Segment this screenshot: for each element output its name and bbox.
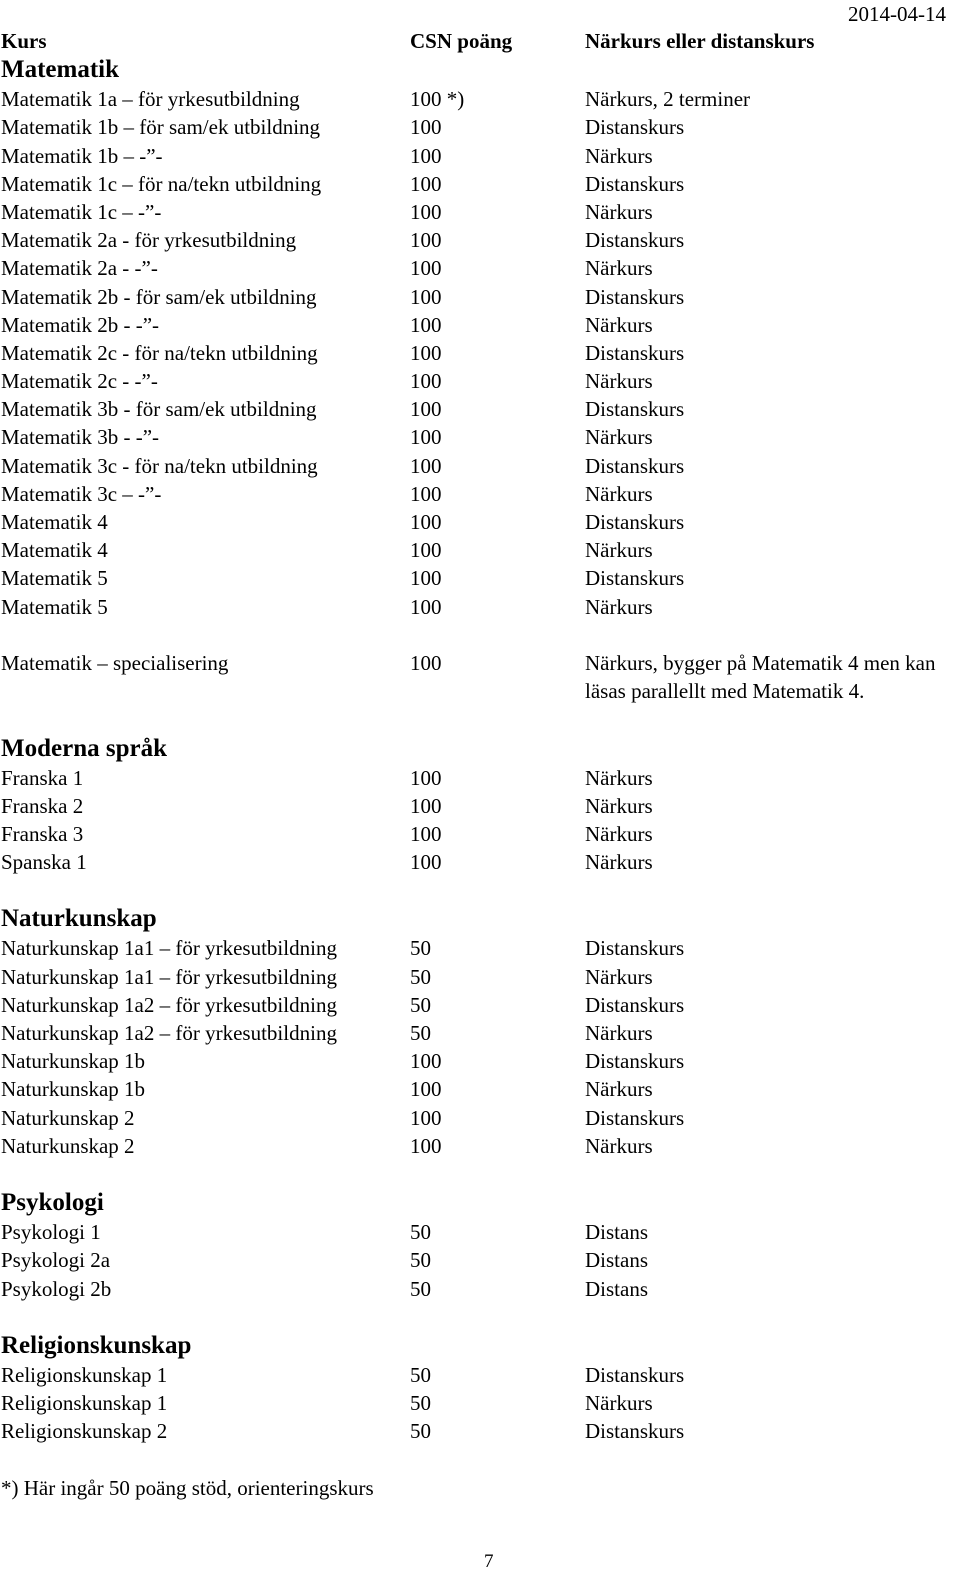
course-points: 100: [410, 594, 442, 619]
course-name: Matematik 2b - -”-: [1, 312, 160, 337]
course-mode: Närkurs: [585, 821, 653, 846]
header-course: Kurs: [1, 29, 47, 53]
course-points: 50: [410, 964, 431, 989]
course-mode: Närkurs: [585, 594, 653, 619]
table-row: [1, 1275, 956, 1303]
course-points: 50: [410, 1021, 431, 1046]
course-points: 100: [410, 340, 442, 365]
course-name: Naturkunskap 1b: [1, 1077, 146, 1102]
spacer: [1, 1160, 956, 1188]
course-name: Naturkunskap 1a2 – för yrkesutbildning: [1, 1021, 337, 1046]
table-row-special: [1, 649, 956, 705]
header-mode: Närkurs eller distanskurs: [585, 29, 815, 53]
document-date: 2014-04-14: [848, 2, 946, 26]
course-name: Matematik 5: [1, 566, 108, 591]
section-title: Matematik: [1, 56, 120, 84]
course-list: [1, 27, 956, 1502]
course-points: 100 *): [410, 87, 465, 112]
table-row: [1, 339, 956, 367]
course-mode: Distanskurs: [585, 566, 685, 591]
course-mode: Närkurs: [585, 850, 653, 875]
course-points: 100: [410, 538, 442, 563]
course-name: Spanska 1: [1, 850, 87, 875]
course-mode: Distans: [585, 1276, 648, 1301]
course-mode: Distanskurs: [585, 284, 685, 309]
course-name: Naturkunskap 1a2 – för yrkesutbildning: [1, 992, 337, 1017]
course-mode: Närkurs: [585, 199, 653, 224]
course-points: 100: [410, 1105, 442, 1130]
course-name: Naturkunskap 1b: [1, 1049, 146, 1074]
table-row: [1, 536, 956, 564]
page-number: 7: [484, 1551, 494, 1572]
course-mode: Distanskurs: [585, 397, 685, 422]
table-row: [1, 452, 956, 480]
course-mode: Distans: [585, 1248, 648, 1273]
course-mode: Närkurs: [585, 369, 653, 394]
course-mode: Närkurs: [585, 964, 653, 989]
course-mode: Distanskurs: [585, 453, 685, 478]
course-mode: Distanskurs: [585, 1419, 685, 1444]
course-points: 100: [410, 821, 442, 846]
table-row: [1, 283, 956, 311]
footnote: *) Här ingår 50 poäng stöd, orienteringskurs: [1, 1475, 374, 1500]
course-mode: Närkurs: [585, 143, 653, 168]
course-name: Matematik 3c - för na/tekn utbildning: [1, 453, 318, 478]
section-title: Naturkunskap: [1, 905, 157, 933]
course-points: 50: [410, 992, 431, 1017]
course-mode: Närkurs: [585, 1077, 653, 1102]
course-points: 100: [410, 397, 442, 422]
table-row: [1, 311, 956, 339]
table-row: [1, 564, 956, 592]
course-name: Naturkunskap 2: [1, 1133, 135, 1158]
course-name: Naturkunskap 1a1 – för yrkesutbildning: [1, 964, 337, 989]
course-mode: Distanskurs: [585, 1362, 685, 1387]
course-mode: Distanskurs: [585, 171, 685, 196]
course-points: 100: [410, 369, 442, 394]
course-points: 50: [410, 936, 431, 961]
spacer: [1, 876, 956, 904]
table-row: [1, 170, 956, 198]
table-header: [1, 27, 956, 55]
course-name: Matematik 1a – för yrkesutbildning: [1, 87, 300, 112]
course-name: Religionskunskap 1: [1, 1362, 168, 1387]
course-points: 100: [410, 312, 442, 337]
table-row: [1, 1075, 956, 1103]
table-row: [1, 395, 956, 423]
spacer: [1, 705, 956, 733]
course-points: 100: [410, 228, 442, 253]
table-row: [1, 1047, 956, 1075]
course-points: 100: [410, 650, 442, 675]
table-row: [1, 367, 956, 395]
course-mode: Närkurs: [585, 481, 653, 506]
course-mode: Distans: [585, 1220, 648, 1245]
course-mode: Distanskurs: [585, 228, 685, 253]
course-name: Matematik 2c - -”-: [1, 369, 158, 394]
table-row: [1, 1218, 956, 1246]
course-points: 100: [410, 566, 442, 591]
table-row: [1, 764, 956, 792]
course-mode: Närkurs: [585, 765, 653, 790]
course-mode: Närkurs: [585, 312, 653, 337]
more-sections: [1, 705, 956, 1445]
course-name: Matematik 2a - för yrkesutbildning: [1, 228, 297, 253]
course-name: Matematik 1c – för na/tekn utbildning: [1, 171, 322, 196]
course-mode: Distanskurs: [585, 1049, 685, 1074]
course-name: Matematik 5: [1, 594, 108, 619]
course-points: 100: [410, 510, 442, 534]
course-points: 100: [410, 143, 442, 168]
table-row: [1, 1389, 956, 1417]
course-mode: Distanskurs: [585, 340, 685, 365]
course-mode: Närkurs, 2 terminer: [585, 87, 751, 112]
course-mode: Närkurs: [585, 1391, 653, 1416]
table-row: [1, 792, 956, 820]
course-points: 100: [410, 199, 442, 224]
course-points: 100: [410, 171, 442, 196]
course-name: Matematik 4: [1, 538, 108, 563]
course-name: Matematik – specialisering: [1, 650, 229, 675]
table-row: [1, 1246, 956, 1274]
section-matematik: [1, 55, 956, 621]
course-points: 50: [410, 1391, 431, 1416]
course-name: Matematik 2c - för na/tekn utbildning: [1, 340, 318, 365]
table-row: [1, 142, 956, 170]
table-row: [1, 1361, 956, 1389]
table-row: [1, 226, 956, 254]
course-mode: Distanskurs: [585, 115, 685, 140]
course-points: 50: [410, 1362, 431, 1387]
section-title: Psykologi: [1, 1189, 104, 1217]
course-name: Matematik 2a - -”-: [1, 256, 158, 281]
course-points: 100: [410, 1049, 442, 1074]
table-row: [1, 85, 956, 113]
course-points: 50: [410, 1276, 431, 1301]
table-row: [1, 508, 956, 536]
course-mode: Närkurs, bygger på Matematik 4 men kan läsas parallellt med Matematik 4.: [585, 650, 936, 704]
course-points: 100: [410, 793, 442, 818]
spacer: [1, 1303, 956, 1331]
course-mode: Närkurs: [585, 256, 653, 281]
course-mode: Närkurs: [585, 1021, 653, 1046]
course-name: Religionskunskap 1: [1, 1391, 168, 1416]
course-name: Franska 3: [1, 821, 84, 846]
course-mode: Närkurs: [585, 1133, 653, 1158]
table-row: [1, 423, 956, 451]
table-row: [1, 1132, 956, 1160]
spacer: [1, 1445, 956, 1473]
course-points: 100: [410, 284, 442, 309]
table-row: [1, 254, 956, 282]
course-name: Matematik 3b - för sam/ek utbildning: [1, 397, 317, 422]
table-row: [1, 820, 956, 848]
course-name: Psykologi 2a: [1, 1248, 111, 1273]
course-name: Naturkunskap 2: [1, 1105, 135, 1130]
table-row: [1, 848, 956, 876]
course-points: 100: [410, 765, 442, 790]
table-row: [1, 593, 956, 621]
course-name: Religionskunskap 2: [1, 1419, 168, 1444]
course-points: 100: [410, 1133, 442, 1158]
course-points: 100: [410, 481, 442, 506]
course-name: Psykologi 1: [1, 1220, 101, 1245]
course-points: 50: [410, 1419, 431, 1444]
course-points: 50: [410, 1220, 431, 1245]
course-name: Matematik 2b - för sam/ek utbildning: [1, 284, 317, 309]
section-title: Religionskunskap: [1, 1331, 192, 1359]
table-row: [1, 113, 956, 141]
course-points: 100: [410, 850, 442, 875]
course-name: Franska 1: [1, 765, 84, 790]
course-name: Matematik 1b – -”-: [1, 143, 163, 168]
course-name: Matematik 1b – för sam/ek utbildning: [1, 115, 321, 140]
table-row: [1, 480, 956, 508]
course-name: Matematik 4: [1, 510, 108, 534]
table-row: [1, 963, 956, 991]
course-name: Matematik 3c – -”-: [1, 481, 162, 506]
course-mode: Närkurs: [585, 538, 653, 563]
course-points: 100: [410, 1077, 442, 1102]
course-mode: Närkurs: [585, 425, 653, 450]
course-name: Matematik 3b - -”-: [1, 425, 160, 450]
course-mode: Distanskurs: [585, 936, 685, 961]
course-mode: Distanskurs: [585, 1105, 685, 1130]
course-name: Naturkunskap 1a1 – för yrkesutbildning: [1, 936, 337, 961]
table-row: [1, 934, 956, 962]
course-points: 100: [410, 425, 442, 450]
course-name: Psykologi 2b: [1, 1276, 112, 1301]
course-points: 100: [410, 256, 442, 281]
course-points: 100: [410, 115, 442, 140]
table-row: [1, 1019, 956, 1047]
table-row: [1, 198, 956, 226]
course-name: Franska 2: [1, 793, 84, 818]
course-points: 50: [410, 1248, 431, 1273]
table-row: [1, 991, 956, 1019]
header-points: CSN poäng: [410, 29, 513, 53]
table-row: [1, 1104, 956, 1132]
section-title: Moderna språk: [1, 734, 167, 762]
course-name: Matematik 1c – -”-: [1, 199, 162, 224]
table-row: [1, 1417, 956, 1445]
course-mode: Distanskurs: [585, 992, 685, 1017]
course-mode: Distanskurs: [585, 510, 685, 534]
course-mode: Närkurs: [585, 793, 653, 818]
spacer: [1, 621, 956, 649]
course-points: 100: [410, 453, 442, 478]
